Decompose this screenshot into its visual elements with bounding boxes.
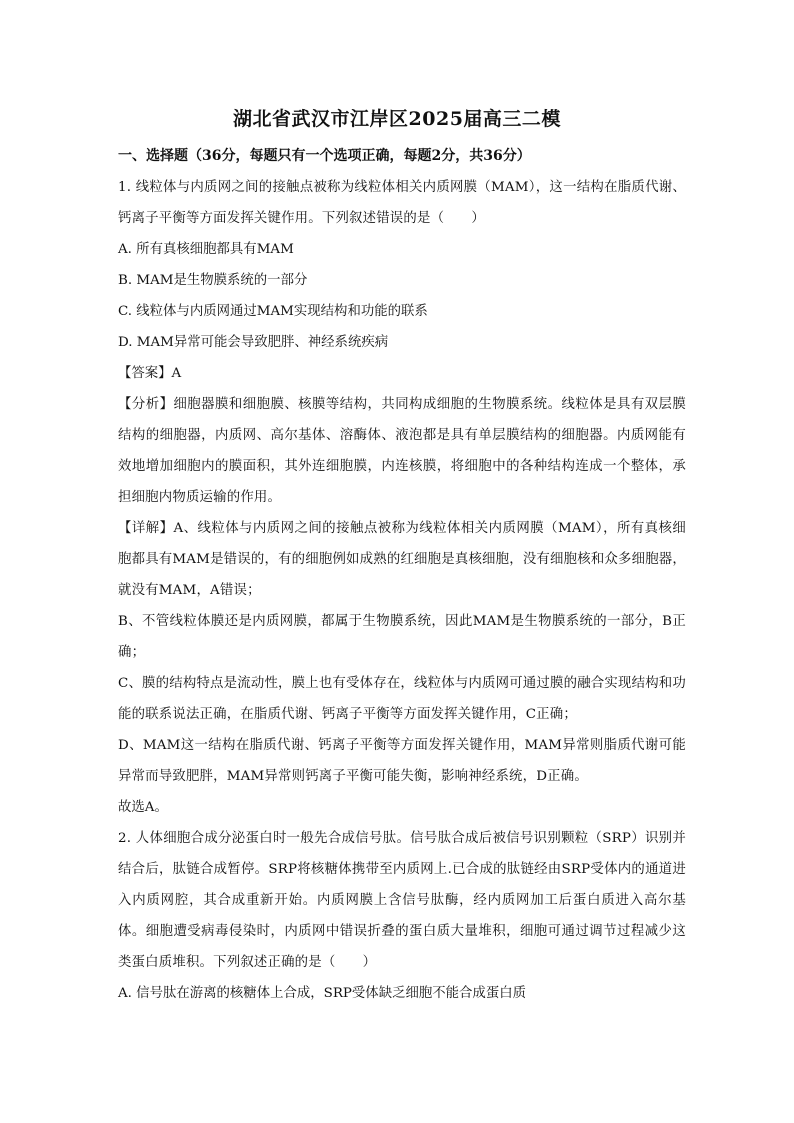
question-1-detail-b: B、不管线粒体膜还是内质网膜，都属于生物膜系统，因此MAM是生物膜系统的一部分，B正确； xyxy=(118,614,686,660)
question-content xyxy=(118,172,686,1009)
question-1-stem: 1. 线粒体与内质网之间的接触点被称为线粒体相关内质网膜（MAM），这一结构在脂质代谢、钙离子平衡等方面发挥关键作用。下列叙述错误的是（ ） xyxy=(118,180,686,226)
question-2-stem: 2. 人体细胞合成分泌蛋白时一般先合成信号肽。信号肽合成后被信号识别颗粒（SRP）识别并结合后，肽链合成暂停。SRP将核糖体携带至内质网上.已合成的肽链经由SRP受体内的通道进入内质网腔，其合成重新开始。内质网膜上含信号肽酶，经内质网加工后蛋白质进入高尔基体。细胞遭受病毒侵染时，内质网中错误折叠的蛋白质大量堆积，细胞可通过调节过程减少这类蛋白质堆积。下列叙述正确的是（ ） xyxy=(118,831,686,970)
question-2-option-a: A. 信号肽在游离的核糖体上合成，SRP受体缺乏细胞不能合成蛋白质 xyxy=(118,986,526,1001)
section-heading: 一、选择题（36分，每题只有一个选项正确，每题2分，共36分） xyxy=(118,148,531,164)
question-1-detail-c: C、膜的结构特点是流动性，膜上也有受体存在，线粒体与内质网可通过膜的融合实现结构和功能的联系说法正确，在脂质代谢、钙离子平衡等方面发挥关键作用，C正确； xyxy=(118,676,686,722)
question-1-option-b: B. MAM是生物膜系统的一部分 xyxy=(118,273,308,288)
question-1-option-c: C. 线粒体与内质网通过MAM实现结构和功能的联系 xyxy=(118,304,428,319)
question-1-option-d: D. MAM异常可能会导致肥胖、神经系统疾病 xyxy=(118,335,389,350)
question-1-option-a: A. 所有真核细胞都具有MAM xyxy=(118,242,294,257)
question-1-conclusion: 故选A。 xyxy=(118,800,168,815)
question-1-analysis: 【分析】细胞器膜和细胞膜、核膜等结构，共同构成细胞的生物膜系统。线粒体是具有双层膜结构的细胞器，内质网、高尔基体、溶酶体、液泡都是具有单层膜结构的细胞器。内质网能有效地增加细胞内的膜面积，其外连细胞膜，内连核膜，将细胞中的各种结构连成一个整体，承担细胞内物质运输的作用。 xyxy=(118,397,686,505)
question-1-detail-d: D、MAM这一结构在脂质代谢、钙离子平衡等方面发挥关键作用，MAM异常则脂质代谢可能异常而导致肥胖，MAM异常则钙离子平衡可能失衡，影响神经系统，D正确。 xyxy=(118,738,686,784)
page-title: 湖北省武汉市江岸区2025届高三二模 xyxy=(233,108,561,130)
question-1-answer: 【答案】A xyxy=(118,366,182,381)
question-1-detail-a: 【详解】A、线粒体与内质网之间的接触点被称为线粒体相关内质网膜（MAM），所有真核细胞都具有MAM是错误的，有的细胞例如成熟的红细胞是真核细胞，没有细胞核和众多细胞器，就没有MAM，A错误； xyxy=(118,521,686,598)
